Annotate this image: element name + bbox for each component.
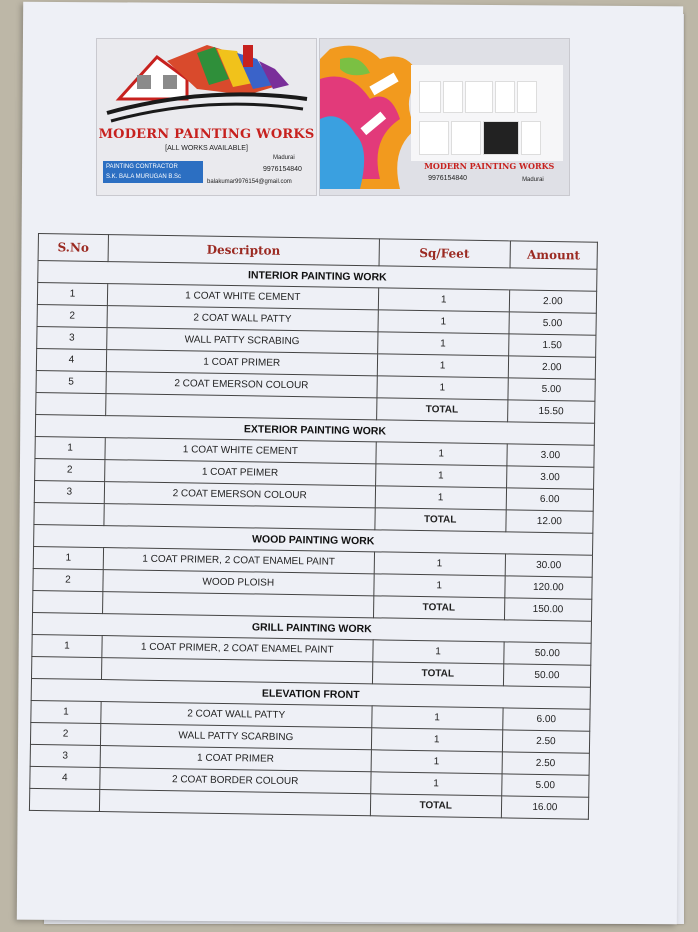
cell-sq: 1 [370,772,501,796]
section-title: WOOD PAINTING WORK [34,524,593,555]
letterhead-banner [96,38,570,196]
empty-cell [29,788,99,811]
header-sqfeet: Sq/Feet [379,239,510,268]
cell-sq: 1 [377,354,508,378]
contractor-box [103,161,203,183]
cell-amount: 6.00 [506,488,594,511]
cell-sq: 1 [375,464,506,488]
cell-sq: 1 [373,574,504,598]
cell-amount: 1.50 [508,334,596,357]
empty-cell [32,656,102,679]
cell-sno: 1 [33,546,103,569]
cell-sno: 3 [37,326,107,349]
contractor-name: S.K. BALA MURUGAN B.Sc [106,174,182,180]
roller-tray-icon [465,81,493,113]
email-text: balakumar9976154@gmail.com [207,179,292,185]
cell-sno: 2 [35,458,105,481]
business-card-right [319,38,570,196]
cell-sq: 1 [378,288,509,312]
cell-desc: 2 COAT WALL PATTY [107,306,378,332]
cell-sq: 1 [376,442,507,466]
section-title: INTERIOR PAINTING WORK [38,261,597,292]
house-roof-logo [97,39,317,129]
putty-box-icon [451,121,481,155]
brand-name: MODERN PAINTING WORKS [98,127,315,142]
brand-name-right: MODERN PAINTING WORKS [424,161,555,171]
header-description: Descripton [108,235,379,266]
cell-amount: 5.00 [501,774,589,797]
cell-sno: 2 [37,304,107,327]
cell-desc: WALL PATTY SCRABING [107,328,378,354]
cell-desc: WOOD PLOISH [103,570,374,596]
header-amount: Amount [510,241,598,269]
cell-sq: 1 [371,750,502,774]
cell-sno: 5 [36,370,106,393]
table-body [29,261,597,820]
knife-icon [517,81,537,113]
cell-amount: 30.00 [505,554,593,577]
cell-desc: WALL PATTY SCARBING [100,724,371,750]
header-sno: S.No [38,234,108,262]
cell-sno: 2 [30,722,100,745]
cell-sno: 3 [34,480,104,503]
cell-sno: 1 [35,436,105,459]
tools-panel [411,65,563,161]
cell-amount: 50.00 [503,642,591,665]
cell-desc: 1 COAT PRIMER, 2 COAT ENAMEL PAINT [102,636,373,662]
paint-can-icon [443,81,463,113]
total-amount: 50.00 [503,664,591,687]
cell-sq: 1 [371,728,502,752]
cell-sno: 1 [32,634,102,657]
business-card-left [96,38,317,196]
paint-roller-icon [483,121,519,155]
total-amount: 12.00 [506,510,594,533]
location-text-right: Madurai [522,177,544,183]
phone-text: 9976154840 [263,166,302,173]
cell-desc: 2 COAT EMERSON COLOUR [104,482,375,508]
cell-sno: 4 [36,348,106,371]
cell-sq: 1 [377,332,508,356]
cell-desc: 2 COAT BORDER COLOUR [100,768,371,794]
cell-sq: 1 [377,376,508,400]
cell-desc: 1 COAT PRIMER, 2 COAT ENAMEL PAINT [103,548,374,574]
empty-cell [34,502,104,525]
location-text: Madurai [273,155,295,161]
cell-desc: 1 COAT WHITE CEMENT [105,438,376,464]
cell-desc: 2 COAT WALL PATTY [101,702,372,728]
cell-sno: 1 [37,283,107,306]
scraper-icon [495,81,515,113]
sandpaper-icon [419,121,449,155]
total-amount: 16.00 [501,796,589,819]
cell-amount: 2.50 [502,752,590,775]
cell-sno: 3 [30,744,100,767]
cell-amount: 2.00 [509,290,597,313]
cell-desc: 1 COAT PRIMER [106,350,377,376]
cell-sq: 1 [372,640,503,664]
cell-sq: 1 [378,310,509,334]
empty-cell [36,392,106,415]
cell-amount: 5.00 [509,312,597,335]
cell-amount: 3.00 [506,466,594,489]
cell-desc: 1 COAT WHITE CEMENT [107,284,378,310]
cell-sq: 1 [375,486,506,510]
spray-icon [521,121,541,155]
cell-desc: 1 COAT PEIMER [104,460,375,486]
total-label: TOTAL [372,662,503,686]
total-label: TOTAL [375,508,506,532]
total-label: TOTAL [376,398,507,422]
cell-sq: 1 [371,706,502,730]
brand-tagline: [ALL WORKS AVAILABLE] [165,145,248,152]
cell-amount: 3.00 [507,444,595,467]
empty-cell [99,790,370,816]
cell-amount: 2.00 [508,356,596,379]
estimate-table [29,233,598,820]
empty-cell [33,590,103,613]
section-title: GRILL PAINTING WORK [32,612,591,643]
cell-amount: 120.00 [504,576,592,599]
cell-desc: 1 COAT PRIMER [100,746,371,772]
cell-sno: 4 [30,766,100,789]
cell-sq: 1 [374,552,505,576]
section-title: EXTERIOR PAINTING WORK [35,414,594,445]
total-amount: 15.50 [507,400,595,423]
cell-desc: 2 COAT EMERSON COLOUR [106,372,377,398]
total-label: TOTAL [370,794,501,818]
total-amount: 150.00 [504,598,592,621]
brush-icon [419,81,441,113]
cell-amount: 5.00 [508,378,596,401]
cell-sno: 1 [31,700,101,723]
contractor-title: PAINTING CONTRACTOR [106,164,178,170]
total-label: TOTAL [373,596,504,620]
phone-text-right: 9976154840 [428,175,467,182]
section-title: ELEVATION FRONT [31,678,590,709]
cell-sno: 2 [33,568,103,591]
cell-amount: 6.00 [502,708,590,731]
cell-amount: 2.50 [502,730,590,753]
